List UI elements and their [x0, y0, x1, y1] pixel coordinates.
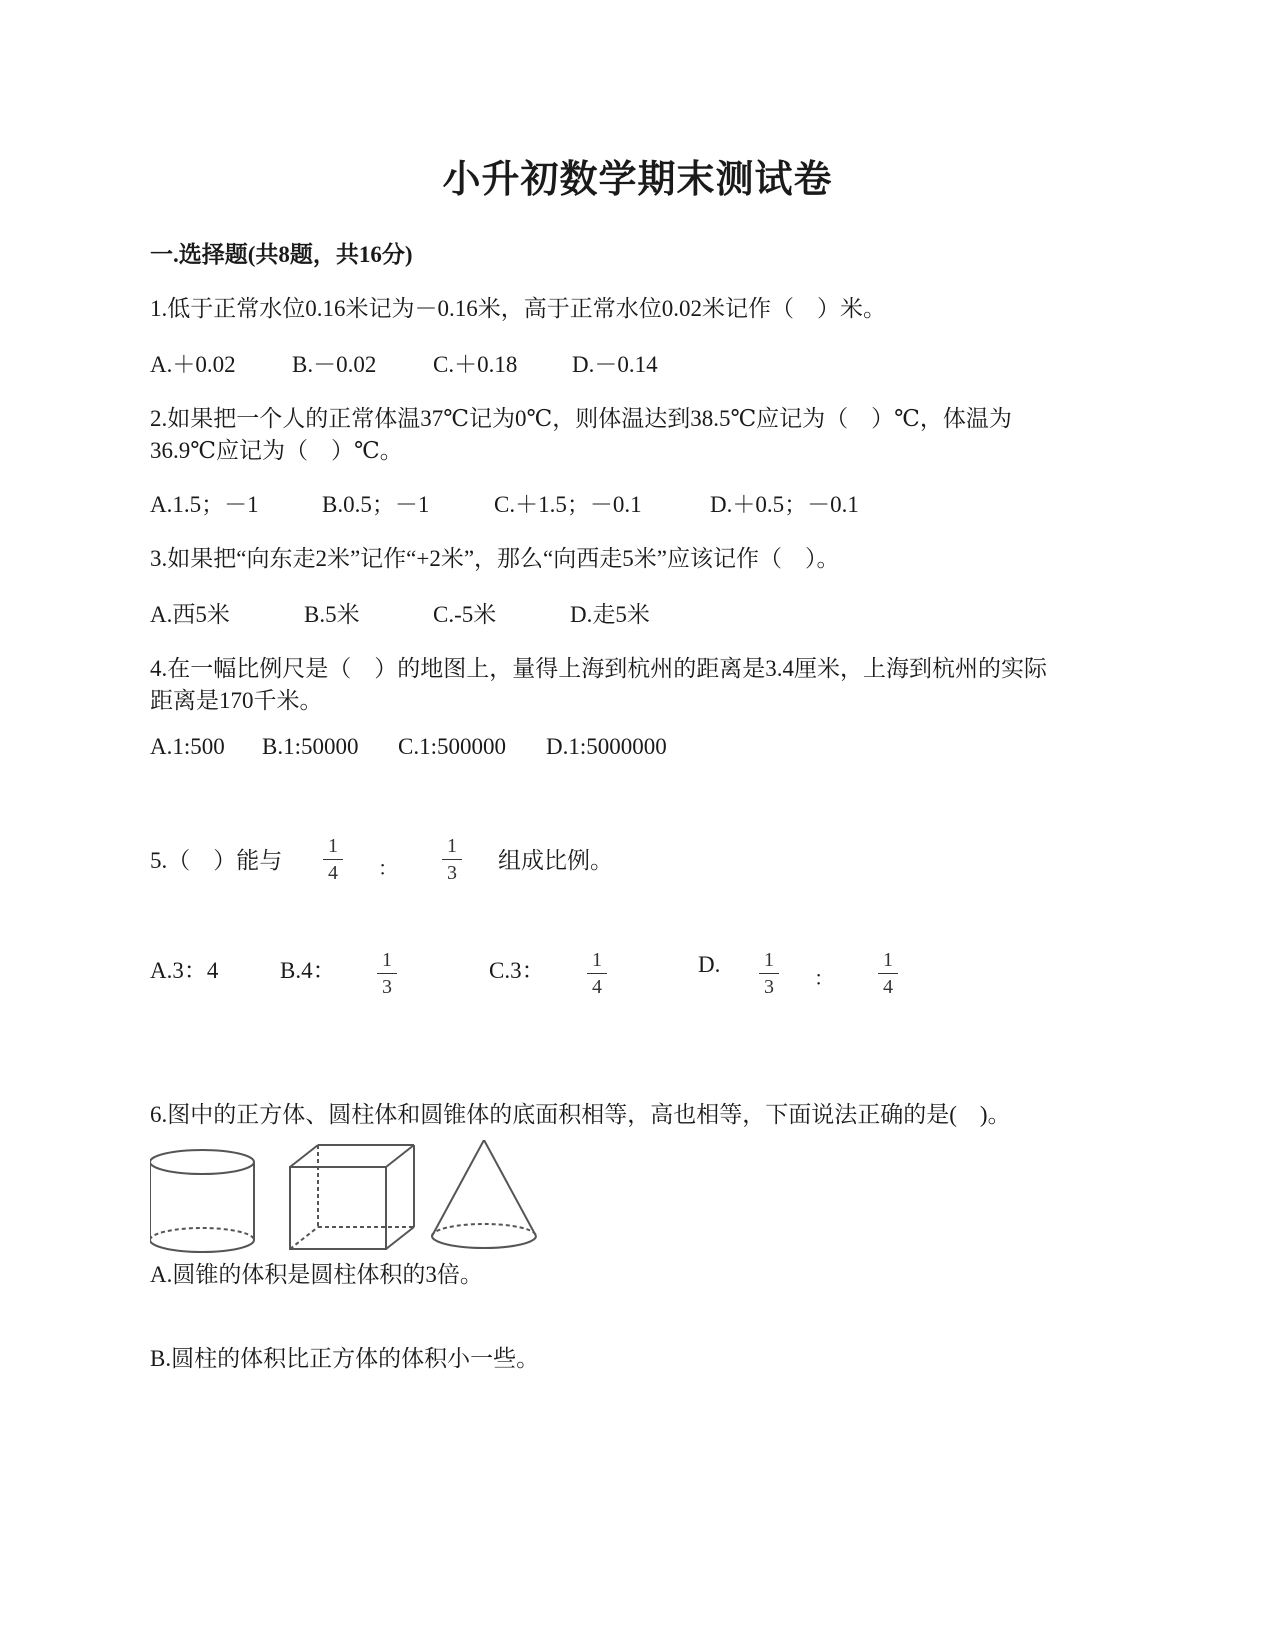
fraction-numerator: 1 — [764, 949, 774, 971]
question-5-option-a: A.3：4 — [150, 958, 219, 983]
question-4-line-2: 距离是170千米。 — [150, 688, 323, 713]
question-4-option-b: B.1:50000 — [262, 734, 359, 759]
question-5-option-d-fraction-1 — [757, 950, 781, 997]
question-5-suffix: 组成比例。 — [498, 848, 613, 873]
question-2-option-a: A.1.5；－1 — [150, 492, 259, 517]
question-2-line-2: 36.9℃应记为（ ）℃。 — [150, 438, 403, 463]
fraction-bar — [759, 973, 779, 974]
question-4-option-a: A.1:500 — [150, 734, 225, 759]
question-2-option-d: D.＋0.5；－0.1 — [710, 492, 859, 517]
fraction-numerator: 1 — [382, 949, 392, 971]
question-5-fraction-a — [321, 836, 345, 883]
question-4-option-c: C.1:500000 — [398, 734, 506, 759]
fraction-numerator: 1 — [883, 949, 893, 971]
fraction-numerator: 1 — [592, 949, 602, 971]
question-6-text: 6.图中的正方体、圆柱体和圆锥体的底面积相等，高也相等，下面说法正确的是( )。 — [150, 1102, 1011, 1127]
question-4-line-1: 4.在一幅比例尺是（ ）的地图上，量得上海到杭州的距离是3.4厘米，上海到杭州的实际 — [150, 656, 1047, 681]
fraction-numerator: 1 — [328, 835, 338, 857]
section-heading: 一.选择题(共8题，共16分) — [150, 242, 413, 267]
question-1-option-b: B.－0.02 — [292, 352, 377, 377]
cube-figure — [290, 1145, 414, 1249]
question-5-option-b: B.4： — [280, 958, 336, 983]
fraction-bar — [587, 973, 607, 974]
fraction-bar — [377, 973, 397, 974]
question-3-option-b: B.5米 — [304, 602, 360, 627]
question-1-option-a: A.＋0.02 — [150, 352, 236, 377]
page-title: 小升初数学期末测试卷 — [442, 159, 833, 201]
question-5-option-d-fraction-2 — [876, 950, 900, 997]
question-5-fraction-b — [440, 836, 464, 883]
fraction-denominator: 3 — [382, 976, 392, 998]
fraction-bar — [878, 973, 898, 974]
question-1-option-d: D.－0.14 — [572, 352, 658, 377]
question-5-option-d: D. — [698, 952, 721, 977]
fraction-bar — [442, 859, 462, 860]
solids-figure — [150, 1140, 550, 1260]
question-2-option-c: C.＋1.5；－0.1 — [494, 492, 642, 517]
question-5-option-b-fraction — [375, 950, 399, 997]
question-5-colon: ： — [378, 858, 398, 880]
fraction-denominator: 4 — [883, 976, 893, 998]
cone-figure — [432, 1140, 536, 1248]
question-6-option-b: B.圆柱的体积比正方体的体积小一些。 — [150, 1346, 540, 1371]
fraction-numerator: 1 — [447, 835, 457, 857]
question-2-option-b: B.0.5；－1 — [322, 492, 430, 517]
fraction-denominator: 4 — [592, 976, 602, 998]
question-3-option-c: C.-5米 — [433, 602, 497, 627]
fraction-denominator: 4 — [328, 862, 338, 884]
question-6-option-a: A.圆锥的体积是圆柱体积的3倍。 — [150, 1262, 483, 1287]
question-1-option-c: C.＋0.18 — [433, 352, 518, 377]
question-5-option-c: C.3： — [489, 958, 545, 983]
fraction-denominator: 3 — [447, 862, 457, 884]
cylinder-figure — [150, 1150, 254, 1252]
question-4-option-d: D.1:5000000 — [546, 734, 667, 759]
fraction-bar — [323, 859, 343, 860]
question-1-text: 1.低于正常水位0.16米记为－0.16米，高于正常水位0.02米记作（ ）米。 — [150, 296, 886, 321]
fraction-denominator: 3 — [764, 976, 774, 998]
question-3-text: 3.如果把“向东走2米”记作“+2米”，那么“向西走5米”应该记作（ ）。 — [150, 546, 840, 571]
question-2-line-1: 2.如果把一个人的正常体温37℃记为0℃，则体温达到38.5℃应记为（ ）℃，体温为 — [150, 406, 1012, 431]
question-5-prefix: 5.（ ）能与 — [150, 848, 283, 873]
question-5-option-d-colon: ： — [814, 968, 834, 990]
question-3-option-a: A.西5米 — [150, 602, 230, 627]
question-5-option-c-fraction — [585, 950, 609, 997]
question-3-option-d: D.走5米 — [570, 602, 650, 627]
